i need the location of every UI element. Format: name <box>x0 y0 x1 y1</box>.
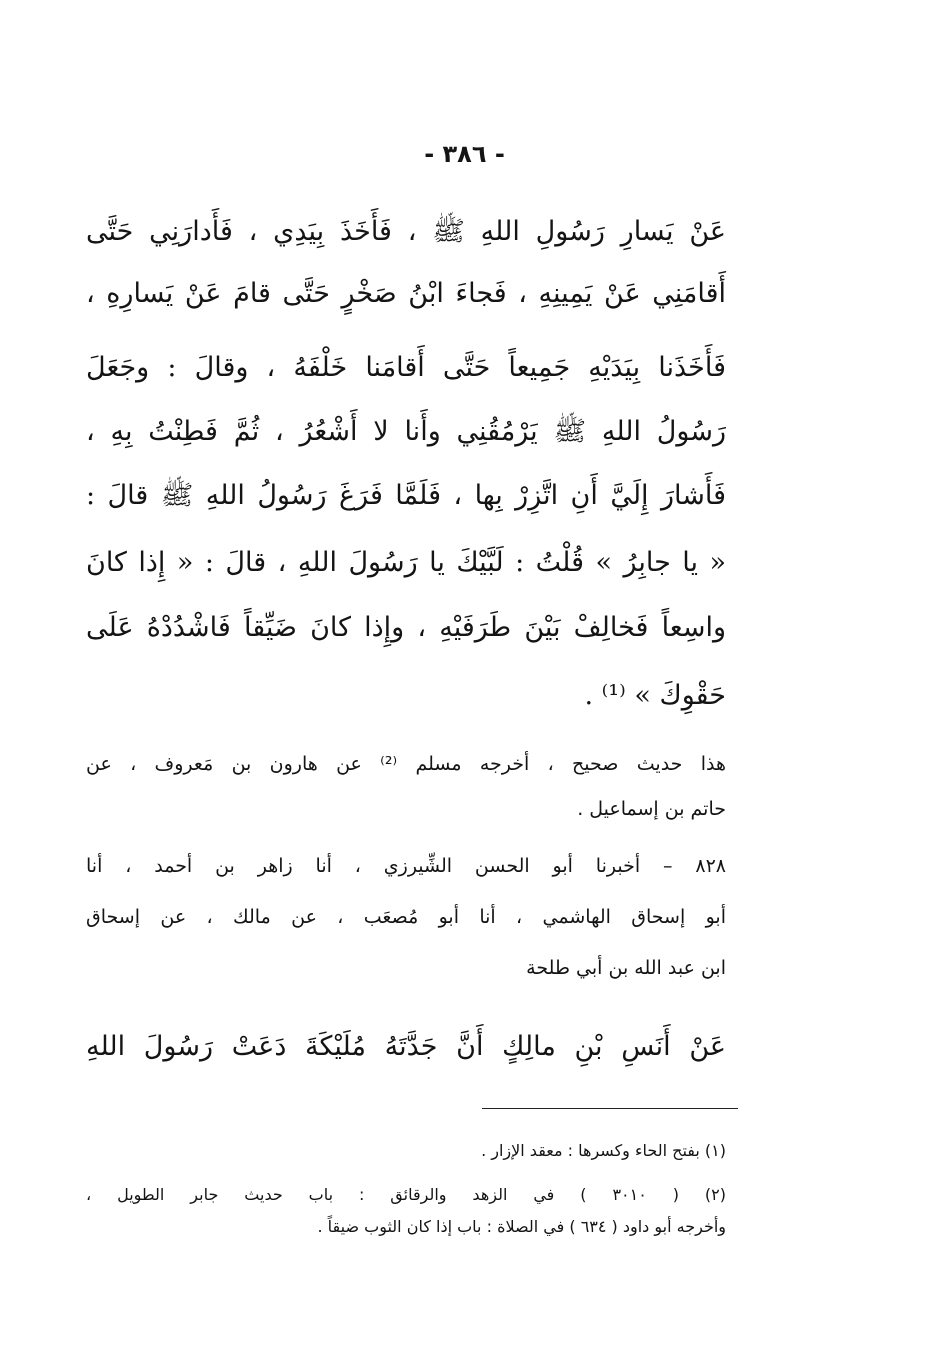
hadith-text-line: أَقامَنِي عَنْ يَمِينِهِ ، فَجاءَ ابْنُ صَخْرٍ حَتَّى قامَ عَنْ يَسارِهِ ، <box>86 278 726 309</box>
footnote-line: وأخرجه أبو داود ( ٦٣٤ ) في الصلاة : باب إذا كان الثوب ضيقاً . <box>317 1217 726 1236</box>
isnad-line: أبو إسحاق الهاشمي ، أنا أبو مُصعَب ، عن مالك ، عن إسحاق <box>86 906 726 928</box>
footnote-line: (٢) ( ٣٠١٠ ) في الزهد والرقائق : باب حديث جابر الطويل ، <box>86 1185 726 1204</box>
hadith-text-line: فَأَشارَ إِلَيَّ أَنِ اتَّزِرْ بِها ، فَلَمَّا فَرَغَ رَسُولُ اللهِ ﷺ قالَ : <box>86 480 726 511</box>
footnote-separator <box>482 1108 738 1109</box>
hadith-text-line: حَقْوِكَ » ⁽¹⁾ . <box>584 680 726 711</box>
hadith-text-line: « يا جابِرُ » قُلْتُ : لَبَّيْكَ يا رَسُولَ اللهِ ، قالَ : « إِذا كانَ <box>86 547 726 578</box>
commentary-line: هذا حديث صحيح ، أخرجه مسلم ⁽²⁾ عن هارون بن مَعروف ، عن <box>86 753 727 775</box>
isnad-line: ٨٢٨ – أخبرنا أبو الحسن الشِّيرزي ، أنا زاهر بن أحمد ، أنا <box>86 855 726 877</box>
isnad-line: ابن عبد الله بن أبي طلحة <box>526 957 726 979</box>
next-hadith-line: عَنْ أَنَسِ بْنِ مالِكٍ أَنَّ جَدَّتَهُ مُلَيْكَةَ دَعَتْ رَسُولَ اللهِ <box>86 1031 726 1062</box>
hadith-text-line: واسِعاً فَخالِفْ بَيْنَ طَرَفَيْهِ ، وإِذا كانَ ضَيِّقاً فَاشْدُدْهُ عَلَى <box>86 612 726 643</box>
page-number: - ٣٨٦ - <box>424 140 505 168</box>
hadith-text-line: عَنْ يَسارِ رَسُولِ اللهِ ﷺ ، فَأَخَذَ بِيَدِي ، فَأَدارَنِي حَتَّى <box>86 216 726 247</box>
hadith-text-line: فَأَخَذَنا بِيَدَيْهِ جَمِيعاً حَتَّى أَقامَنا خَلْفَهُ ، وقالَ : وجَعَلَ <box>86 352 726 383</box>
hadith-text-line: رَسُولُ اللهِ ﷺ يَرْمُقُنِي وأَنا لا أَشْعُرُ ، ثُمَّ فَطِنْتُ بِهِ ، <box>86 416 726 447</box>
commentary-line: حاتم بن إسماعيل . <box>577 798 726 820</box>
footnote-line: (١) بفتح الحاء وكسرها : معقد الإزار . <box>481 1141 726 1160</box>
